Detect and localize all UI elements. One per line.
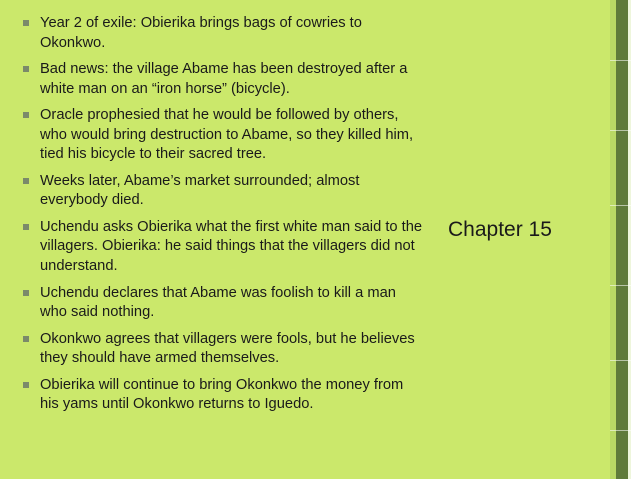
list-item-text: Obierika will continue to bring Okonkwo the money from his yams until Okonkwo returns to Iguedo. bbox=[40, 376, 404, 413]
band-seam bbox=[610, 285, 638, 286]
list-item bbox=[22, 14, 426, 53]
list-item bbox=[22, 172, 426, 211]
band-seam bbox=[610, 430, 638, 431]
page-title: Chapter 15 bbox=[448, 218, 552, 241]
list-item-text: Uchendu asks Obierika what the first white man said to the villagers. Obierika: he said things that the villagers did not understand. bbox=[40, 218, 423, 275]
list-item bbox=[22, 106, 426, 165]
list-item bbox=[22, 330, 426, 369]
square-bullet-icon bbox=[23, 336, 29, 342]
bullet-list bbox=[22, 14, 426, 415]
list-item-text: Uchendu declares that Abame was foolish to kill a man who said nothing. bbox=[40, 284, 396, 321]
band-seam bbox=[610, 205, 638, 206]
band-seam bbox=[610, 60, 638, 61]
list-item bbox=[22, 218, 426, 277]
list-item bbox=[22, 284, 426, 323]
band-seam bbox=[610, 130, 638, 131]
square-bullet-icon bbox=[23, 224, 29, 230]
list-item bbox=[22, 376, 426, 415]
square-bullet-icon bbox=[23, 20, 29, 26]
band-stripe-dark bbox=[616, 0, 628, 479]
square-bullet-icon bbox=[23, 382, 29, 388]
band-stripe-thin bbox=[628, 0, 631, 479]
square-bullet-icon bbox=[23, 66, 29, 72]
bullet-content-block bbox=[22, 14, 426, 422]
list-item bbox=[22, 60, 426, 99]
square-bullet-icon bbox=[23, 290, 29, 296]
list-item-text: Okonkwo agrees that villagers were fools, but he believes they should have armed themselves. bbox=[40, 330, 415, 367]
list-item-text: Oracle prophesied that he would be followed by others, who would bring destruction to Abame, so they killed him, tied his bicycle to their sacred tree. bbox=[40, 107, 414, 163]
square-bullet-icon bbox=[23, 178, 29, 184]
list-item-text: Weeks later, Abame’s market surrounded; almost everybody died. bbox=[40, 172, 360, 209]
list-item-text: Bad news: the village Abame has been destroyed after a white man on an “iron horse” (bicycle). bbox=[40, 61, 408, 97]
band-seam bbox=[610, 360, 638, 361]
decorative-right-band bbox=[610, 0, 638, 479]
square-bullet-icon bbox=[23, 112, 29, 118]
list-item-text: Year 2 of exile: Obierika brings bags of cowries to Okonkwo. bbox=[40, 15, 362, 51]
